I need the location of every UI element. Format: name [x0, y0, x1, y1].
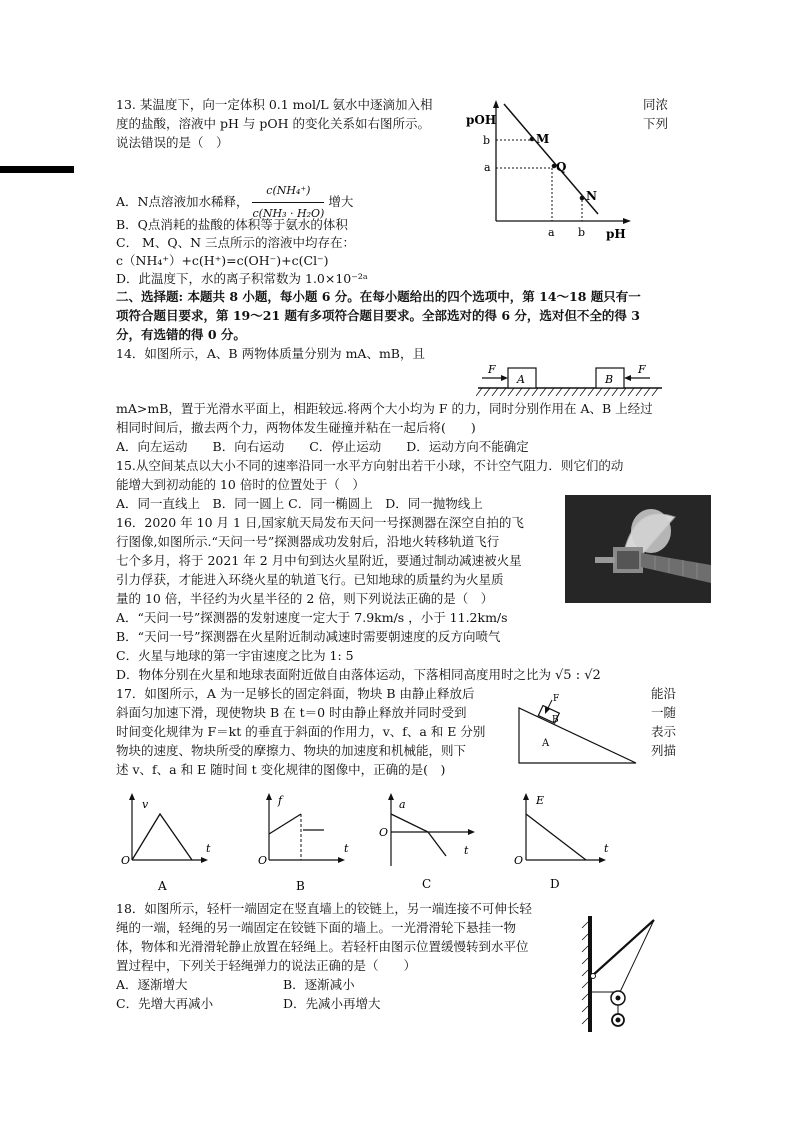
graph-a-label: A	[158, 879, 167, 893]
q13-option-a-text: A．N点溶液加水稀释，	[116, 194, 249, 209]
q14-line1: 14．如图所示，A、B 两物体质量分别为 mA、mB，且	[116, 346, 425, 361]
q13-stem-line3: 说法错误的是（ ）	[116, 135, 229, 150]
q13-poh-ph-graph	[466, 96, 636, 242]
graph-label-a: a	[484, 161, 491, 174]
graph-label-n: N	[586, 189, 597, 203]
rope-segment-right	[620, 920, 654, 992]
q14-blocks-figure	[476, 360, 666, 402]
q17-line2: 斜面匀加速下滑，现使物块 B 在 t＝0 时由静止释放并同时受到	[116, 705, 467, 720]
q16-line2: 行图像,如图所示.“天问一号”探测器成功发射后，沿地火转移轨道飞行	[116, 534, 500, 549]
q13-fraction-numerator: c(NH₄⁺)	[252, 180, 324, 203]
graph-d-origin: O	[514, 854, 524, 867]
q15-line2: 能增大到初动能的 10 倍时的位置处于（ ）	[116, 477, 365, 492]
graph-xlabel: pH	[606, 227, 626, 241]
q16-line3: 七个多月，将于 2021 年 2 月中旬到达火星附近，要通过制动减速被火星	[116, 553, 522, 568]
force-label-right: F	[638, 363, 646, 376]
incline-force-label: F	[553, 694, 560, 704]
q13-stem-line1: 13. 某温度下，向一定体积 0.1 mol/L 氨水中逐滴加入相	[116, 97, 433, 112]
block-b-label: B	[605, 373, 614, 386]
graph-label-m: M	[536, 132, 550, 146]
q17-line3: 时间变化规律为 F＝kt 的垂直于斜面的作用力，v、f、a 和 E 分别	[116, 724, 486, 739]
graph-b-label: B	[296, 879, 305, 893]
graph-ylabel: pOH	[466, 113, 497, 127]
q17-answer-graphs	[116, 786, 616, 896]
q14-options: A．向左运动 B．向右运动 C．停止运动 D．运动方向不能确定	[116, 439, 529, 454]
graph-a-ylabel: v	[142, 798, 149, 811]
graph-d-label: D	[550, 877, 560, 891]
q17-line5: 述 v、f、a 和 E 随时间 t 变化规律的图像中，正确的是( )	[116, 762, 446, 777]
q18-line4: 置过程中，下列关于轻绳弹力的说法正确的是（ ）	[116, 958, 417, 973]
q14-line3: 相同时间后，撤去两个力，两物体发生碰撞并粘在一起后将( )	[116, 420, 476, 435]
q16-option-a: A．“天问一号”探测器的发射速度一定大于 7.9km/s ，小于 11.2km/s	[116, 610, 508, 625]
q13-stem-line2: 度的盐酸，溶液中 pH 与 pOH 的变化关系如右图所示。	[116, 116, 430, 131]
graph-a-tlabel: t	[206, 842, 211, 855]
graph-c-origin: O	[379, 826, 389, 839]
q13-option-c-formula: c（NH₄⁺）+c(H⁺)=c(OH⁻)+c(Cl⁻)	[116, 253, 329, 268]
q17-right4: 列描	[651, 743, 677, 758]
q14-line2: mA>mB，置于光滑水平面上，相距较远.将两个大小均为 F 的力，同时分别作用在 A、B 上经过	[116, 401, 653, 416]
graph-a-origin: O	[121, 854, 131, 867]
graph-c-label: C	[422, 877, 432, 891]
hinge	[591, 974, 596, 979]
q17-line4: 物块的速度、物块所受的摩擦力、物块的加速度和机械能，则下	[116, 743, 467, 758]
graph-c-tlabel: t	[464, 844, 469, 857]
q17-right2: 一随	[651, 705, 677, 720]
point-m	[530, 137, 535, 142]
graph-option-c	[379, 793, 475, 891]
force-label-left: F	[488, 363, 496, 376]
q17-right3: 表示	[651, 724, 677, 739]
q17-right1: 能沿	[651, 686, 677, 701]
q13-option-d: D．此温度下，水的离子积常数为 1.0×10⁻²ᵃ	[116, 271, 368, 286]
q16-option-c: C．火星与地球的第一宇宙速度之比为 1: 5	[116, 648, 354, 663]
q18-option-c: C．先增大再减小	[116, 996, 214, 1011]
graph-option-b	[258, 793, 349, 893]
q17-line1: 17．如图所示，A 为一足够长的固定斜面，物块 B 由静止释放后	[116, 686, 475, 701]
q16-line4: 引力俘获，才能进入环绕火星的轨道飞行。已知地球的质量约为火星质	[116, 572, 504, 587]
q15-line1: 15.从空间某点以大小不同的速率沿同一水平方向射出若干小球，不计空气阻力．则它们的动	[116, 458, 624, 473]
point-n	[580, 196, 585, 201]
section2-line1: 二、选择题: 本题共 8 小题，每小题 6 分。在每小题给出的四个选项中，第 14～18 题只有一	[116, 289, 641, 304]
graph-b-ylabel: f	[278, 794, 283, 807]
q18-option-b: B．逐渐减小	[283, 977, 355, 992]
q18-rod-pulley-figure	[578, 912, 668, 1034]
incline-label: A	[542, 738, 550, 749]
q17-incline-figure	[516, 688, 640, 766]
graph-option-d	[514, 793, 609, 891]
q16-option-b: B．“天问一号”探测器在火星附近制动减速时需要朝速度的反方向喷气	[116, 629, 501, 644]
graph-b-origin: O	[258, 854, 268, 867]
graph-label-b: b	[483, 134, 491, 147]
q13-option-c: C． M、Q、N 三点所示的溶液中均存在：	[116, 235, 355, 250]
graph-b-tlabel: t	[344, 842, 349, 855]
q13-fraction-denominator: c(NH₃ · H₂O)	[252, 207, 325, 220]
graph-d-tlabel: t	[604, 842, 609, 855]
q18-option-a: A．逐渐增大	[116, 977, 188, 992]
graph-c-ylabel: a	[399, 798, 406, 811]
q18-line2: 绳的一端，轻绳的另一端固定在铰链下面的墙上。一光滑滑轮下悬挂一物	[116, 920, 517, 935]
light-rod	[592, 920, 654, 976]
q16-line5: 量的 10 倍，半径约为火星半径的 2 倍，则下列说法正确的是（ ）	[116, 591, 494, 606]
q13-option-b: B．Q点消耗的盐酸的体积等于氨水的体积	[116, 217, 348, 232]
q16-option-d	[116, 666, 601, 685]
incline-block-label: B	[552, 715, 559, 725]
q16-option-d-text: D．物体分别在火星和地球表面附近做自由落体运动，下落相同高度用时之比为	[116, 667, 552, 682]
q18-line1: 18．如图所示，轻杆一端固定在竖直墙上的铰链上，另一端连接不可伸长轻	[116, 901, 532, 916]
tianwen-probe-photo	[565, 495, 711, 603]
graph-option-a	[121, 793, 211, 893]
probe-photo-graphic	[565, 495, 711, 603]
q13-stem-right2: 下列	[643, 116, 669, 131]
q16-line1: 16．2020 年 10 月 1 日,国家航天局发布天问一号探测器在深空自拍的飞	[116, 515, 524, 530]
q15-options: A．同一直线上 B．同一圆上 C．同一椭圆上 D．同一抛物线上	[116, 496, 483, 511]
graph-x-tick-a: a	[548, 226, 555, 239]
incline-a	[519, 708, 636, 763]
block-a-label: A	[517, 373, 525, 386]
margin-black-bar	[0, 166, 74, 173]
q18-option-d: D．先减小再增大	[283, 996, 381, 1011]
graph-x-tick-b: b	[578, 226, 586, 239]
q18-line3: 体，物体和光滑滑轮静止放置在轻绳上。若轻杆由图示位置缓慢转到水平位	[116, 939, 529, 954]
section2-line2: 项符合题目要求，第 19～21 题有多项符合题目要求。全部选对的得 6 分，选对但不全的得 3	[116, 308, 640, 323]
q16-option-d-ratio: √5 : √2	[555, 668, 601, 683]
graph-d-ylabel: E	[536, 794, 545, 807]
section2-line3: 分，有选错的得 0 分。	[116, 327, 246, 342]
q13-option-a-post: 增大	[328, 194, 354, 209]
graph-label-q: Q	[556, 160, 567, 174]
q13-stem-right1: 同浓	[643, 97, 669, 112]
